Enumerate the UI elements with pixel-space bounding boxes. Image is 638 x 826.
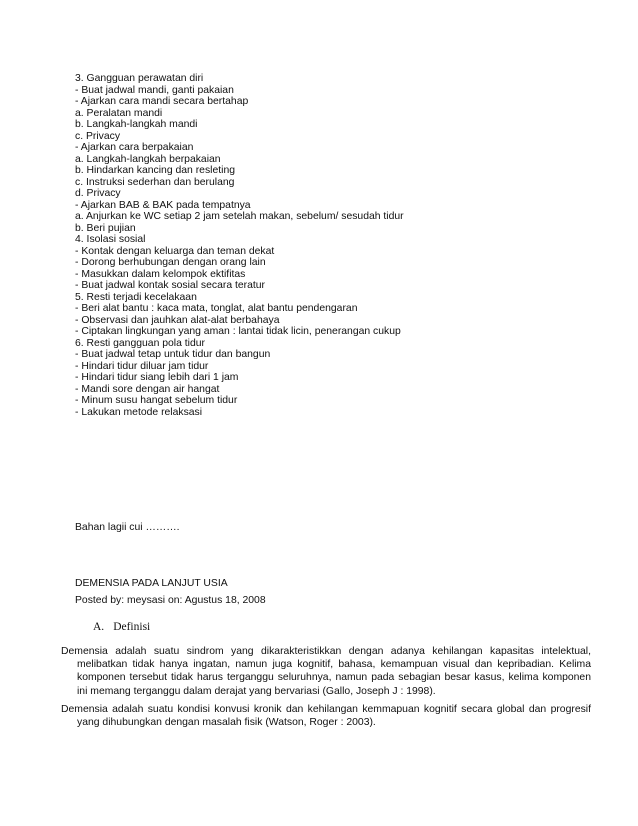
list-line: 4. Isolasi sosial — [75, 234, 146, 245]
article-byline: Posted by: meysasi on: Agustus 18, 2008 — [75, 595, 266, 606]
list-line: - Buat jadwal tetap untuk tidur dan bangun — [75, 349, 271, 360]
list-line: - Buat jadwal mandi, ganti pakaian — [75, 84, 234, 96]
care-plan-list — [75, 73, 595, 418]
list-line: - Ciptakan lingkungan yang aman : lantai tidak licin, penerangan cukup — [75, 326, 401, 337]
list-line: 5. Resti terjadi kecelakaan — [75, 291, 197, 303]
list-line: 6. Resti gangguan pola tidur — [75, 337, 205, 349]
list-line: - Ajarkan cara berpakaian — [75, 142, 194, 153]
article-title: DEMENSIA PADA LANJUT USIA — [75, 578, 228, 589]
section-heading — [93, 620, 150, 634]
list-line: - Minum susu hangat sebelum tidur — [75, 395, 238, 406]
list-line: b. Beri pujian — [75, 222, 136, 234]
definition-paragraph: Demensia adalah suatu sindrom yang dikarakteristikkan dengan adanya kehilangan kapasitas intelektual, melibatkan tidak hanya ingatan, namun juga kognitif, bahasa, kemampuan visual dan kepribadian. Kelima komponen tersebut tidak harus terganggu seluruhnya, namun pada sebagian besar kasus, kelima komponen ini memang terganggu dalam derajat yang bervariasi (Gallo, Joseph J : 1998). — [61, 646, 591, 697]
list-line: - Mandi sore dengan air hangat — [75, 383, 220, 395]
section-number: A. — [93, 621, 105, 633]
list-line: - Lakukan metode relaksasi — [75, 406, 203, 418]
list-line: a. Anjurkan ke WC setiap 2 jam setelah makan, sebelum/ sesudah tidur — [75, 211, 404, 222]
list-line: 3. Gangguan perawatan diri — [75, 73, 204, 84]
list-line: d. Privacy — [75, 188, 121, 199]
definition-paragraph: Demensia adalah suatu kondisi konvusi kronik dan kehilangan kemmapuan kognitif secara global dan progresif yang dihubungkan dengan masalah fisik (Watson, Roger : 2003). — [61, 704, 591, 729]
list-line: - Buat jadwal kontak sosial secara teratur — [75, 280, 266, 291]
list-line: - Hindari tidur siang lebih dari 1 jam — [75, 372, 239, 383]
list-line: - Observasi dan jauhkan alat-alat berbahaya — [75, 314, 280, 326]
list-line: - Dorong berhubungan dengan orang lain — [75, 257, 266, 268]
list-line: a. Peralatan mandi — [75, 107, 163, 119]
list-line: - Masukkan dalam kelompok ektifitas — [75, 268, 246, 280]
list-line: - Kontak dengan keluarga dan teman dekat — [75, 245, 275, 257]
list-line: b. Hindarkan kancing dan resleting — [75, 165, 235, 176]
list-line: - Ajarkan cara mandi secara bertahap — [75, 96, 249, 107]
list-line: b. Langkah-langkah mandi — [75, 119, 198, 130]
list-line: c. Instruksi sederhan dan berulang — [75, 176, 235, 188]
list-line: - Hindari tidur diluar jam tidur — [75, 360, 209, 372]
source-note: Bahan lagii cui ………. — [75, 522, 180, 533]
list-line: c. Privacy — [75, 130, 121, 142]
list-line: a. Langkah-langkah berpakaian — [75, 153, 221, 165]
section-title: Definisi — [113, 621, 151, 633]
list-line: - Beri alat bantu : kaca mata, tonglat, alat bantu pendengaran — [75, 303, 358, 314]
list-line: - Ajarkan BAB & BAK pada tempatnya — [75, 199, 251, 211]
